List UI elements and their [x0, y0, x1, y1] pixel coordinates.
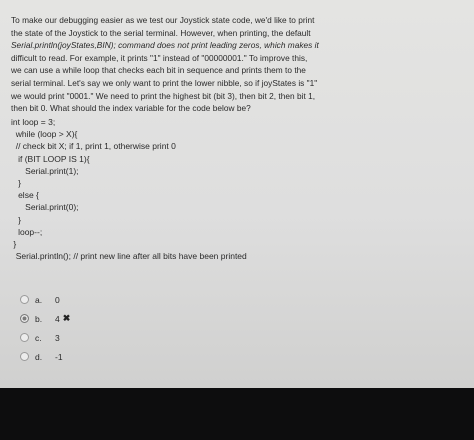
option-letter: d.	[35, 351, 43, 362]
option-a[interactable]	[20, 290, 70, 309]
option-c[interactable]	[20, 328, 70, 347]
code-line: }	[11, 214, 21, 225]
answer-options	[20, 290, 70, 366]
radio-button[interactable]	[20, 295, 29, 304]
radio-button[interactable]	[20, 333, 29, 342]
code-line: int loop = 3;	[11, 117, 56, 127]
code-line: Serial.println(); // print new line after all bits have been printed	[11, 251, 247, 262]
question-line: difficult to read. For example, it prints "1" instead of "00000001." To improve this,	[11, 52, 308, 63]
code-line: else {	[11, 190, 39, 201]
radio-button-selected[interactable]	[20, 314, 29, 323]
option-value: 0	[55, 294, 60, 305]
code-line: if (BIT LOOP IS 1){	[11, 153, 90, 164]
code-line: }	[11, 239, 17, 250]
incorrect-x-icon: ✖	[62, 313, 71, 323]
question-line: To make our debugging easier as we test our Joystick state code, we'd like to print	[11, 15, 315, 25]
code-line: while (loop > X){	[11, 129, 78, 140]
option-value: 4	[55, 313, 60, 324]
option-b[interactable]	[20, 309, 70, 328]
option-d[interactable]	[20, 347, 70, 366]
code-line: Serial.print(0);	[11, 202, 79, 213]
question-line: we can use a while loop that checks each bit in sequence and prints them to the	[11, 65, 306, 76]
option-value: 3	[55, 332, 60, 343]
question-text	[11, 14, 319, 115]
option-letter: a.	[35, 294, 43, 305]
question-line: we would print "0001." We need to print the highest bit (bit 3), then bit 2, then bit 1,	[11, 90, 316, 101]
option-value: -1	[55, 351, 63, 362]
code-line: loop--;	[11, 226, 43, 237]
question-line: serial terminal. Let's say we only want to print the lower nibble, so if joyStates is "1"	[11, 77, 318, 88]
screen-bezel	[0, 388, 474, 440]
radio-button[interactable]	[20, 352, 29, 361]
code-line: // check bit X; if 1, print 1, otherwise print 0	[11, 141, 176, 152]
question-line: Serial.println(joyStates,BIN); command does not print leading zeros, which makes it	[11, 40, 319, 51]
code-line: }	[11, 178, 21, 189]
question-line: the state of the Joystick to the serial terminal. However, when printing, the default	[11, 27, 311, 38]
code-snippet	[11, 116, 247, 262]
code-line: Serial.print(1);	[11, 165, 79, 176]
option-letter: b.	[35, 313, 43, 324]
option-letter: c.	[35, 332, 42, 343]
question-line: then bit 0. What should the index variable for the code below be?	[11, 103, 251, 114]
